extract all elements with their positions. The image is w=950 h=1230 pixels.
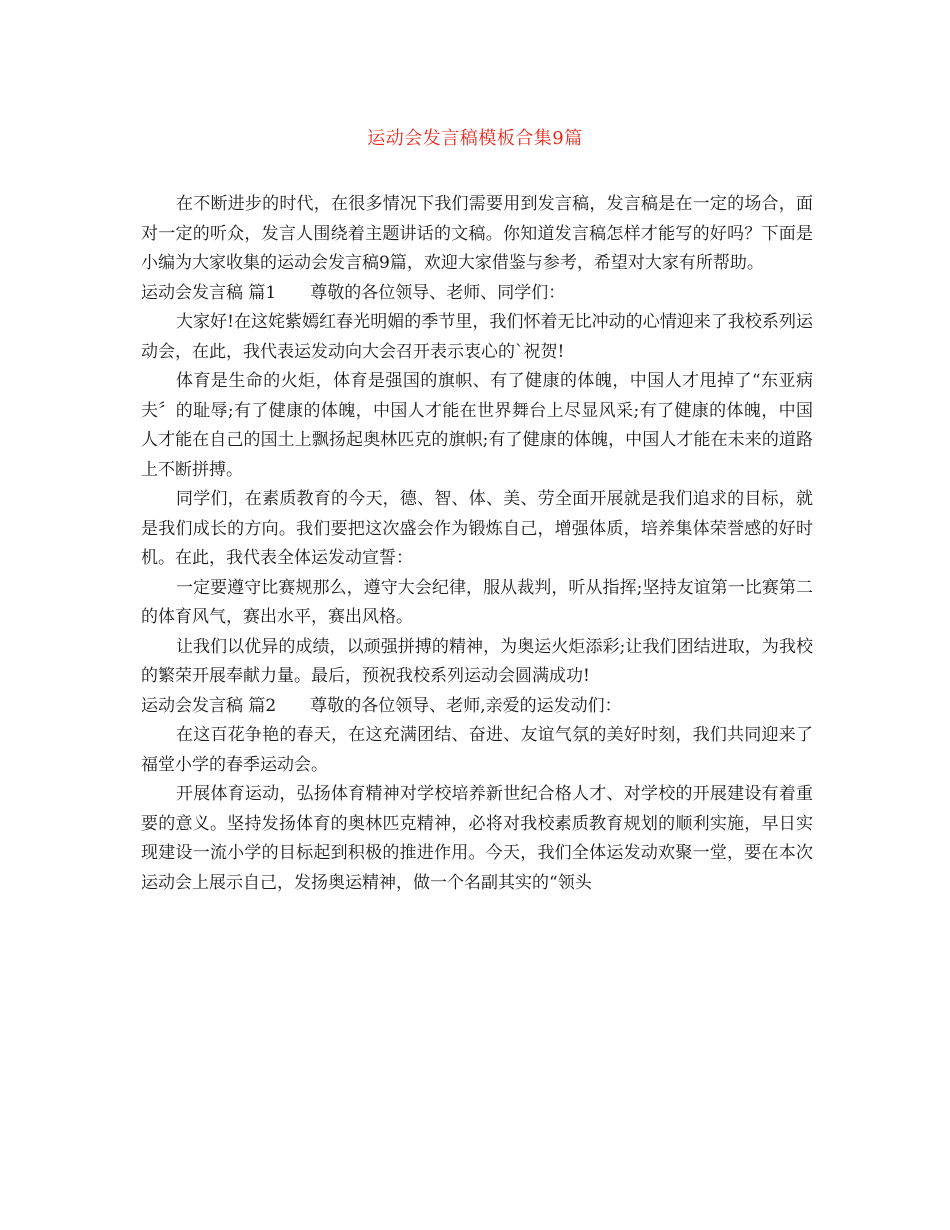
section-1-paragraph: 一定要遵守比赛规那么，遵守大会纪律，服从裁判，听从指挥;坚持友谊第一比赛第二的体育风气，赛出水平，赛出风格。: [141, 577, 813, 627]
section-2-paragraph: 开展体育运动，弘扬体育精神对学校培养新世纪合格人才、对学校的开展建设有着重要的意义。坚持发扬体育的奥林匹克精神，必将对我校素质教育规划的顺利实施，早日实现建设一流小学的目标起到积极的推进作用。今天，我们全体运发动欢聚一堂，要在本次运动会上展示自己，发扬奥运精神，做一个名副其实的“领头: [141, 784, 813, 893]
section-2-heading-line: [141, 692, 813, 722]
document-body: [141, 190, 813, 898]
intro-paragraph: 在不断进步的时代，在很多情况下我们需要用到发言稿，发言稿是在一定的场合，面对一定的听众，发言人围绕着主题讲话的文稿。你知道发言稿怎样才能写的好吗？下面是小编为大家收集的运动会发言稿9篇，欢迎大家借鉴与参考，希望对大家有所帮助。: [141, 194, 813, 273]
section-1-paragraph: 体育是生命的火炬，体育是强国的旗帜、有了健康的体魄，中国人才甩掉了“东亚病夫〞的耻辱;有了健康的体魄，中国人才能在世界舞台上尽显风采;有了健康的体魄，中国人才能在自己的国土上飘扬起奥林匹克的旗帜;有了健康的体魄，中国人才能在未来的道路上不断拼搏。: [141, 371, 813, 480]
document-title: 运动会发言稿模板合集9篇: [367, 128, 583, 149]
section-2-salutation: 尊敬的各位领导、老师,亲爱的运发动们：: [310, 695, 622, 716]
section-1-salutation: 尊敬的各位领导、老师、同学们：: [310, 282, 566, 303]
section-1-heading-line: [141, 279, 813, 309]
section-1-paragraph: 大家好!在这姹紫嫣红春光明媚的季节里，我们怀着无比冲动的心情迎来了我校系列运动会，在此，我代表运发动向大会召开表示衷心的`祝贺!: [141, 312, 813, 362]
section-1-paragraph: 让我们以优异的成绩，以顽强拼搏的精神，为奥运火炬添彩;让我们团结进取，为我校的繁荣开展奉献力量。最后，预祝我校系列运动会圆满成功!: [141, 636, 813, 686]
section-2-heading: 运动会发言稿 篇2: [141, 695, 277, 716]
section-1-paragraph: 同学们，在素质教育的今天，德、智、体、美、劳全面开展就是我们追求的目标，就是我们成长的方向。我们要把这次盛会作为锻炼自己，增强体质，培养集体荣誉感的好时机。在此，我代表全体运发动宣誓：: [141, 489, 813, 568]
section-2-paragraph: 在这百花争艳的春天，在这充满团结、奋进、友谊气氛的美好时刻，我们共同迎来了福堂小学的春季运动会。: [141, 725, 813, 775]
section-1-heading: 运动会发言稿 篇1: [141, 282, 277, 303]
